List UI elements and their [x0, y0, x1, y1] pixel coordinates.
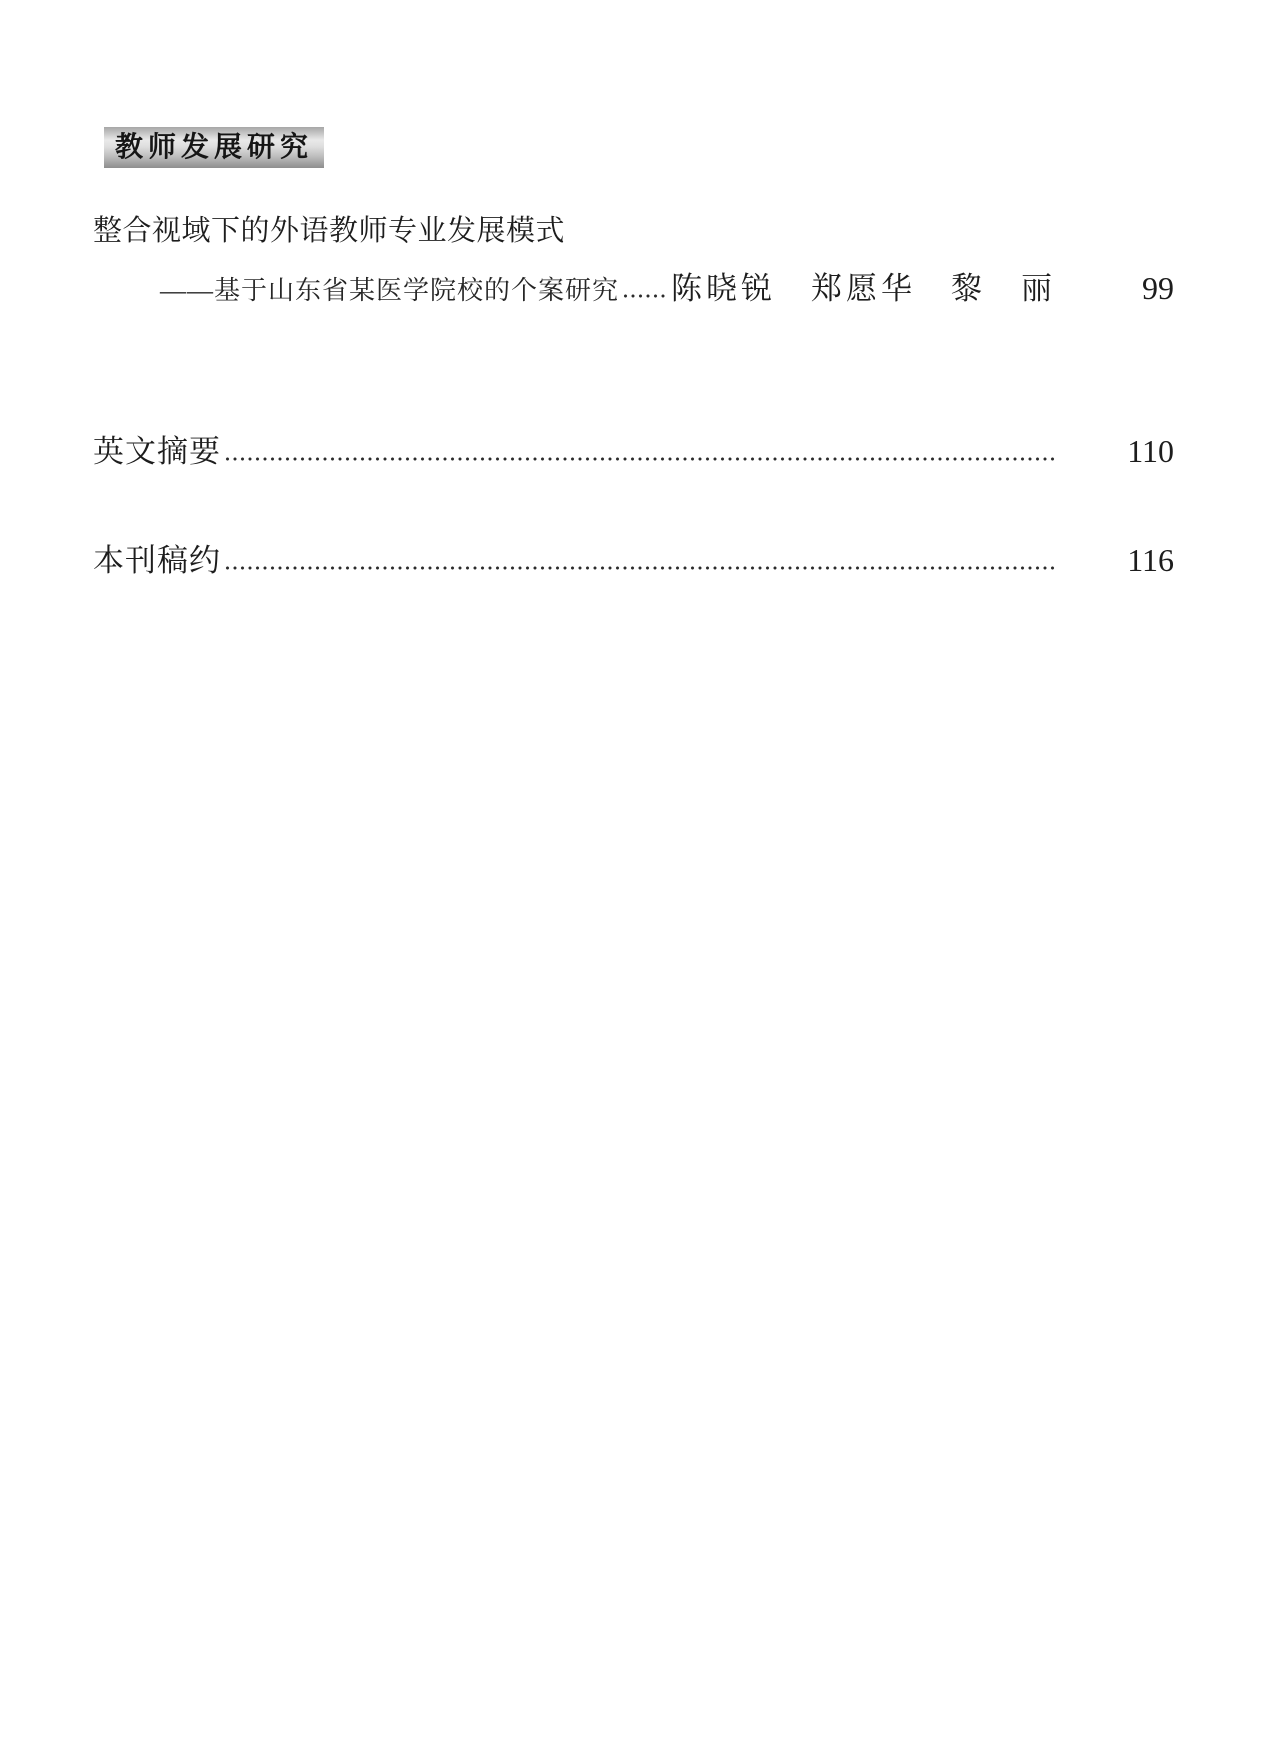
article-page-number: 99 — [1142, 270, 1174, 306]
dot-leader — [224, 456, 1057, 462]
section-header-badge — [104, 127, 324, 168]
toc-label: 本刊稿约 — [93, 543, 221, 578]
dot-leader — [224, 565, 1057, 571]
toc-label: 英文摘要 — [93, 434, 221, 469]
toc-row-english-abstracts — [93, 426, 1174, 471]
article-subtitle-row — [160, 263, 1174, 308]
article-title: 整合视域下的外语教师专业发展模式 — [93, 215, 566, 247]
article-subtitle: ——基于山东省某医学院校的个案研究 — [160, 276, 620, 305]
toc-row-submission-notice — [93, 535, 1174, 580]
dot-leader — [622, 293, 668, 299]
toc-page-number: 110 — [1127, 433, 1174, 469]
section-header-label: 教师发展研究 — [115, 132, 314, 163]
toc-page-number: 116 — [1127, 542, 1174, 578]
article-authors: 陈晓锐 郑愿华 黎 丽 — [671, 271, 1056, 306]
